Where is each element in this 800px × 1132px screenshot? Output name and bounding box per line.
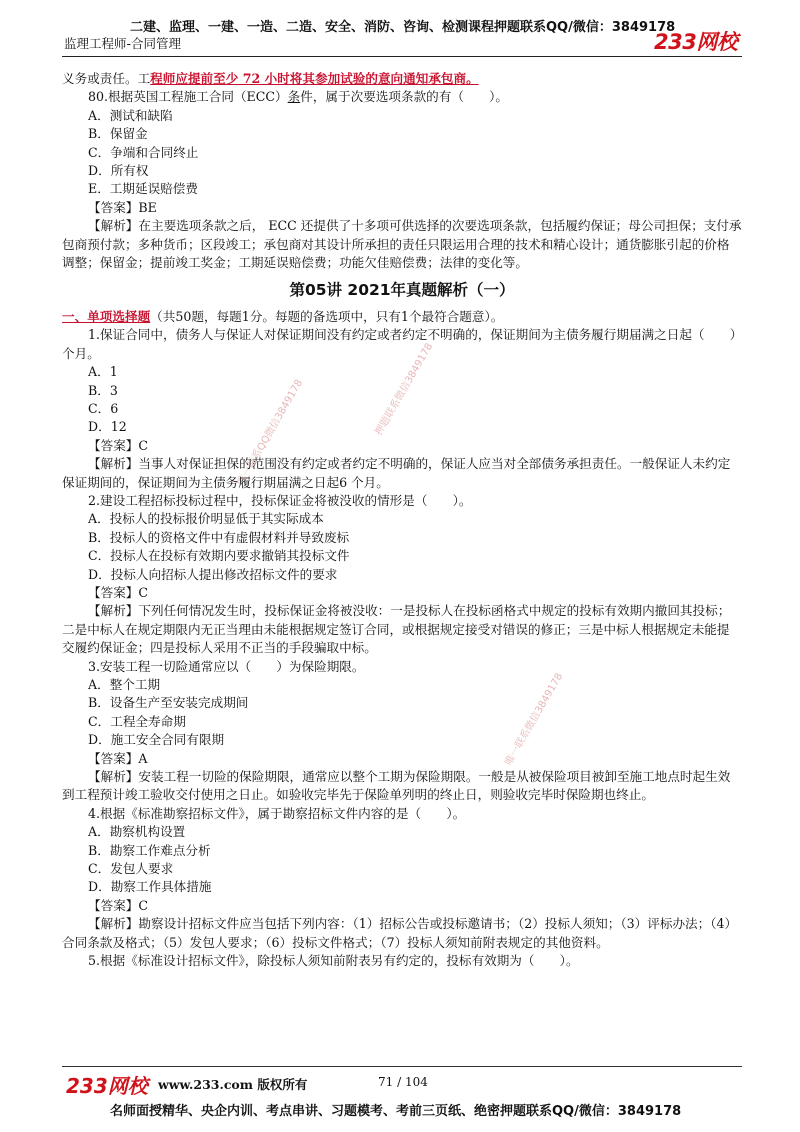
question-option: C．6 (88, 400, 119, 416)
question-80-stem: 80.根据英国工程施工合同（ECC）条件，属于次要选项条款的有（ ）。 (88, 89, 509, 105)
q80-option: A．测试和缺陷 (88, 107, 173, 123)
header-contact-line: 二建、监理、一建、一造、二造、安全、消防、咨询、检测课程押题联系QQ/微信：3849178 (130, 20, 676, 35)
question-answer: 【答案】C (88, 897, 149, 913)
question-answer: 【答案】C (88, 584, 149, 600)
question-stem: 3.安装工程一切险通常应以（ ）为保险期限。 (88, 658, 365, 674)
footer-divider (62, 1066, 742, 1067)
question-stem: 4.根据《标准勘察招标文件》，属于勘察招标文件内容的是（ ）。 (88, 805, 466, 821)
question-option: A．投标人的投标报价明显低于其实际成本 (88, 511, 324, 527)
footer-copyright: www.233.com 版权所有 (158, 1077, 308, 1092)
question-option: B．勘察工作难点分析 (88, 842, 211, 858)
question-answer: 【答案】C (88, 437, 149, 453)
question-option: A．整个工期 (88, 677, 161, 692)
section-title: 第05讲 2021年真题解析（一） (289, 281, 515, 300)
footer-logo: 233网校 (66, 1074, 148, 1098)
q80-option: E．工期延误赔偿费 (88, 181, 198, 197)
q80-option: D．所有权 (88, 163, 149, 179)
question-option: D．勘察工作具体措施 (88, 879, 212, 895)
question-option: A．1 (88, 364, 118, 380)
single-choice-heading: 一、单项选择题（共50题，每题1分。每题的备选项中，只有1个最符合题意）。 (62, 308, 504, 324)
question-analysis: 【解析】安装工程一切险的保险期限，通常应以整个工期为保险期限。一般是从被保险项目被卸至施工地点时起生效到工程预计竣工验收交付使用之日止。如验收完毕先于保险单列明的终止日，则验收完毕时保险期也终止。 (62, 769, 731, 803)
question-stem: 1.保证合同中，债务人与保证人对保证期间没有约定或者约定不明确的，保证期间为主债务履行期届满之日起（ ）个月。 (62, 327, 736, 361)
question-option: C．工程全寿命期 (88, 713, 186, 729)
question-stem: 2.建设工程招标投标过程中，投标保证金将被没收的情形是（ ）。 (88, 492, 472, 508)
header-divider (62, 56, 742, 57)
q80-option: C．争端和合同终止 (88, 144, 199, 160)
carryover-line: 义务或责任。工程师应提前至少 72 小时将其参加试验的意向通知承包商。 (62, 71, 479, 86)
footer-contact-line: 名师面授精华、央企内训、考点串讲、习题模考、考前三页纸、绝密押题联系QQ/微信：3849178 (110, 1104, 682, 1119)
question-option: D．投标人向招标人提出修改招标文件的要求 (88, 566, 338, 582)
question-option: D．12 (88, 419, 127, 435)
question-option: B．设备生产至安装完成期间 (88, 695, 249, 711)
q80-answer: 【答案】BE (88, 199, 157, 215)
watermark-1: 唯一联系QQ微信3849178 (235, 377, 306, 488)
question-option: D．施工安全合同有限期 (88, 732, 225, 748)
question-option: B．投标人的资格文件中有虚假材料并导致废标 (88, 529, 350, 545)
q80-option: B．保留金 (88, 126, 148, 142)
question-analysis: 【解析】下列任何情况发生时，投标保证金将被没收：一是投标人在投标函格式中规定的投标有效期内撤回其投标；二是中标人在规定期限内无正当理由未能根据规定签订合同，或根据规定接受对错误的修正；三是中标人根据规定未能提交履约保证金；四是投标人采用不正当的手段骗取中标。 (62, 603, 731, 656)
brand-logo: 233网校 (654, 30, 738, 54)
q80-analysis: 【解析】在主要选项条款之后， ECC 还提供了十多项可供选择的次要选项条款，包括履约保证；母公司担保；支付承包商预付款；多种货币；区段竣工；承包商对其设计所承担的责任只限运用合理的技术和精心设计；通货膨胀引起的价格调整；保留金；提前竣工奖金；工期延误赔偿费；功能欠佳赔偿费；法律的变化等。 (62, 218, 742, 271)
highlighted-text: 程师应提前至少 72 小时将其参加试验的意向通知承包商。 (150, 71, 479, 86)
question-option: C．投标人在投标有效期内要求撤销其投标文件 (88, 548, 350, 564)
header-subtitle: 监理工程师-合同管理 (64, 36, 182, 51)
question-analysis: 【解析】当事人对保证担保的范围没有约定或者约定不明确的，保证人应当对全部债务承担责任。一般保证人未约定保证期间的，保证期间为主债务履行期届满之日起6 个月。 (62, 456, 731, 490)
watermark-2: 押题联系微信3849178 (373, 341, 436, 438)
question-option: C．发包人要求 (88, 861, 174, 877)
question-answer: 【答案】A (88, 750, 148, 766)
question-analysis: 【解析】勘察设计招标文件应当包括下列内容：（1）招标公告或投标邀请书；（2）投标人须知；（3）评标办法；（4）合同条款及格式；（5）发包人要求；（6）投标文件格式；（7）投标人须知前附表规定的其他资料。 (62, 916, 738, 950)
page-number: 71 / 104 (378, 1075, 428, 1089)
watermark-3: 唯一联系微信3849178 (503, 671, 566, 768)
question-option: B．3 (88, 382, 118, 398)
question-option: A．勘察机构设置 (88, 824, 186, 840)
document-body (62, 70, 742, 971)
question-stem: 5.根据《标准设计招标文件》，除投标人须知前附表另有约定的，投标有效期为（ ）。 (88, 953, 579, 969)
